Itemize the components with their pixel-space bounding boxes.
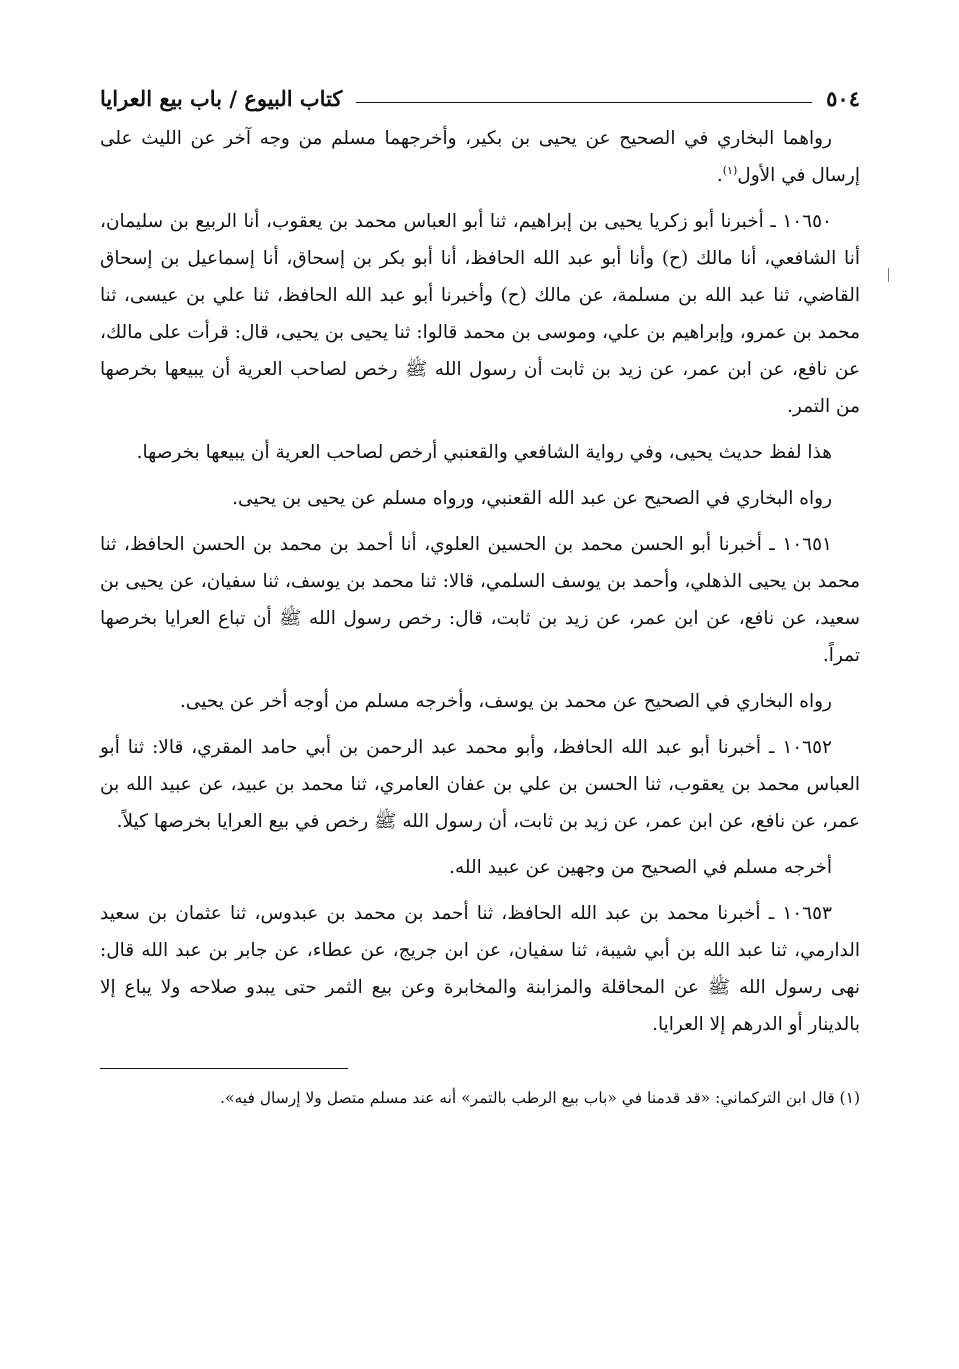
- page-header: [100, 78, 860, 118]
- footnote-reference[interactable]: (١): [722, 163, 738, 177]
- book-page: [100, 78, 860, 1113]
- paragraph-end: .: [716, 165, 723, 186]
- hadith-paragraph: ١٠٦٥٠ ـ أخبرنا أبو زكريا يحيى بن إبراهيم، ثنا أبو العباس محمد بن يعقوب، أنا الربيع بن سليمان، أنا الشافعي، أنا مالك (ح) وأنا أبو عبد الله الحافظ، أنا أبو بكر بن إسحاق، أنا إسماعيل بن إسحاق القاضي، ثنا عبد الله بن مسلمة، عن مالك (ح) وأخبرنا أبو عبد الله الحافظ، ثنا علي بن عيسى، ثنا محمد بن عمرو، وإبراهيم بن علي، وموسى بن محمد قالوا: ثنا يحيى بن يحيى، قال: قرأت على مالك، عن نافع، عن ابن عمر، عن زيد بن ثابت أن رسول الله ﷺ رخص لصاحب العرية أن يبيعها بخرصها من التمر.: [100, 211, 860, 417]
- header-rule: [356, 102, 812, 103]
- paragraph: أخرجه مسلم في الصحيح من وجهين عن عبيد الله.: [449, 857, 832, 878]
- hadith-paragraph: ١٠٦٥١ ـ أخبرنا أبو الحسن محمد بن الحسين العلوي، أنا أحمد بن محمد بن الحسن الحافظ، ثنا محمد بن يحيى الذهلي، وأحمد بن يوسف السلمي، قالا: ثنا محمد بن يوسف، ثنا سفيان، عن يحيى بن سعيد، عن نافع، عن ابن عمر، عن زيد بن ثابت، قال: رخص رسول الله ﷺ أن تباع العرايا بخرصها تمراً.: [100, 534, 860, 666]
- footnote-rule: [100, 1068, 348, 1069]
- body-text: [100, 120, 860, 1043]
- paragraph: [100, 120, 860, 194]
- running-title: كتاب البيوع / باب بيع العرايا: [100, 85, 343, 111]
- hadith-paragraph: ١٠٦٥٢ ـ أخبرنا أبو عبد الله الحافظ، وأبو محمد عبد الرحمن بن أبي حامد المقري، قالا: ثنا أبو العباس محمد بن يعقوب، ثنا الحسن بن علي بن عفان العامري، ثنا محمد بن عبيد، عن عبيد الله بن عمر، عن نافع، عن ابن عمر، عن زيد بن ثابت، أن رسول الله ﷺ رخص في بيع العرايا بخرصها كيلاً.: [100, 737, 860, 832]
- paragraph: رواه البخاري في الصحيح عن عبد الله القعنبي، ورواه مسلم عن يحيى بن يحيى.: [232, 488, 832, 509]
- hadith-paragraph: ١٠٦٥٣ ـ أخبرنا محمد بن عبد الله الحافظ، ثنا أحمد بن محمد بن عبدوس، ثنا عثمان بن سعيد الدارمي، ثنا عبد الله بن أبي شيبة، ثنا سفيان، عن ابن جريج، عن عطاء، عن جابر بن عبد الله قال: نهى رسول الله ﷺ عن المحاقلة والمزابنة والمخابرة وعن بيع الثمر حتى يبدو صلاحه ولا يباع إلا بالدينار أو الدرهم إلا العرايا.: [100, 903, 860, 1035]
- margin-mark: [888, 268, 889, 282]
- footnote: (١) قال ابن التركماني: «قد قدمنا في «باب بيع الرطب بالتمر» أنه عند مسلم متصل ولا إرسال فيه».: [220, 1089, 860, 1107]
- paragraph-text: رواهما البخاري في الصحيح عن يحيى بن بكير، وأخرجهما مسلم من وجه آخر عن الليث على إرسال في الأول: [100, 128, 860, 186]
- page-number: ٥٠٤: [826, 85, 860, 111]
- paragraph: هذا لفظ حديث يحيى، وفي رواية الشافعي والقعنبي أرخص لصاحب العرية أن يبيعها بخرصها.: [136, 442, 832, 463]
- footnote-separator: [100, 1052, 860, 1069]
- paragraph: رواه البخاري في الصحيح عن محمد بن يوسف، وأخرجه مسلم من أوجه أخر عن يحيى.: [179, 691, 832, 712]
